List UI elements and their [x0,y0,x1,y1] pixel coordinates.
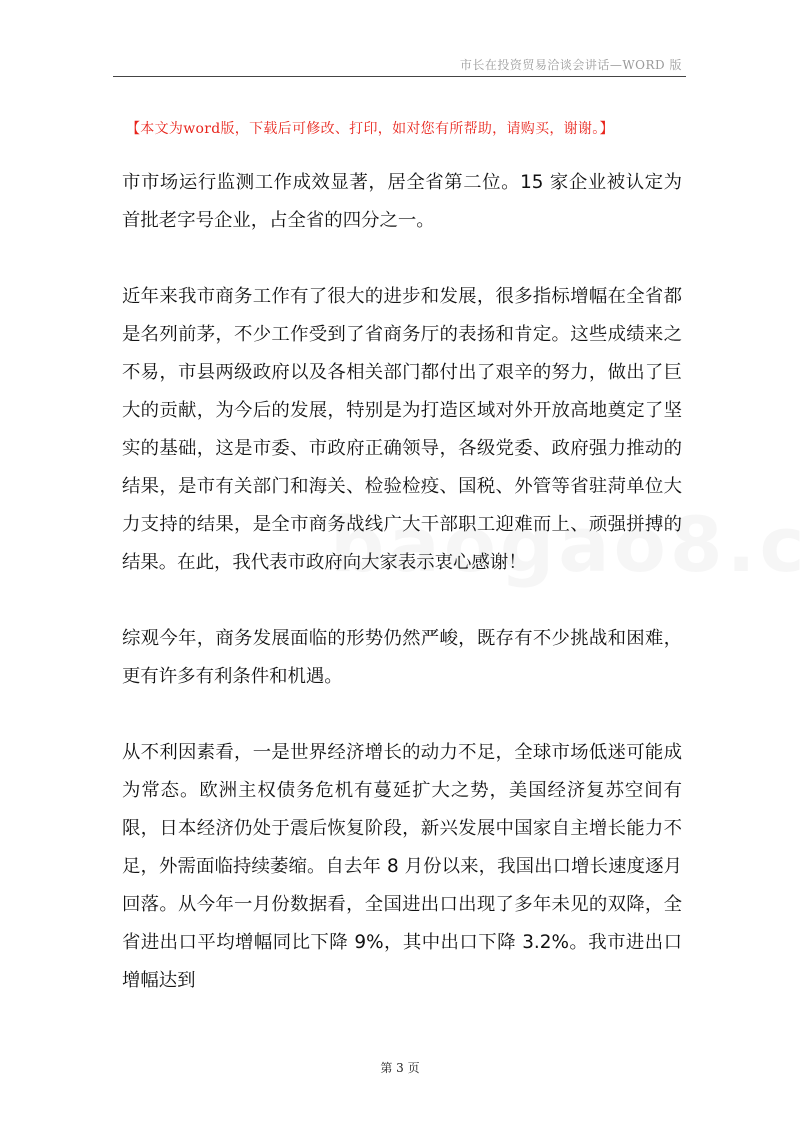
paragraph: 近年来我市商务工作有了很大的进步和发展，很多指标增幅在全省都是名列前茅，不少工作受到了省商务厅的表扬和肯定。这些成绩来之不易，市县两级政府以及各相关部门都付出了艰辛的努力，做出了巨大的贡献，为今后的发展，特别是为打造区域对外开放高地奠定了坚实的基础，这是市委、市政府正确领导，各级党委、政府强力推动的结果，是市有关部门和海关、检验检疫、国税、外管等省驻菏单位大力支持的结果，是全市商务战线广大干部职工迎难而上、顽强拼搏的结果。在此，我代表市政府向大家表示衷心感谢！ [122,286,682,573]
header-divider [113,76,686,77]
paragraph: 市市场运行监测工作成效显著，居全省第二位。15 家企业被认定为首批老字号企业，占全省的四分之一。 [122,172,682,231]
paragraph: 从不利因素看，一是世界经济增长的动力不足，全球市场低迷可能成为常态。欧洲主权债务危机有蔓延扩大之势，美国经济复苏空间有限，日本经济仍处于震后恢复阶段，新兴发展中国家自主增长能力不足，外需面临持续萎缩。自去年 8 月份以来，我国出口增长速度逐月回落。从今年一月份数据看，全国进出口出现了多年未见的双降，全省进出口平均增幅同比下降 9%，其中出口下降 3.2%。我市进出口增幅达到 [122,742,682,991]
paragraph: 综观今年，商务发展面临的形势仍然严峻，既存有不少挑战和困难，更有许多有利条件和机遇。 [122,628,682,687]
document-header-title: 市长在投资贸易洽谈会讲话—WORD 版 [459,58,682,72]
page-number: 第 3 页 [380,1061,420,1075]
document-body [122,164,682,1000]
purchase-notice: 【本文为word版，下载后可修改、打印，如对您有所帮助，请购买，谢谢。】 [126,121,614,137]
